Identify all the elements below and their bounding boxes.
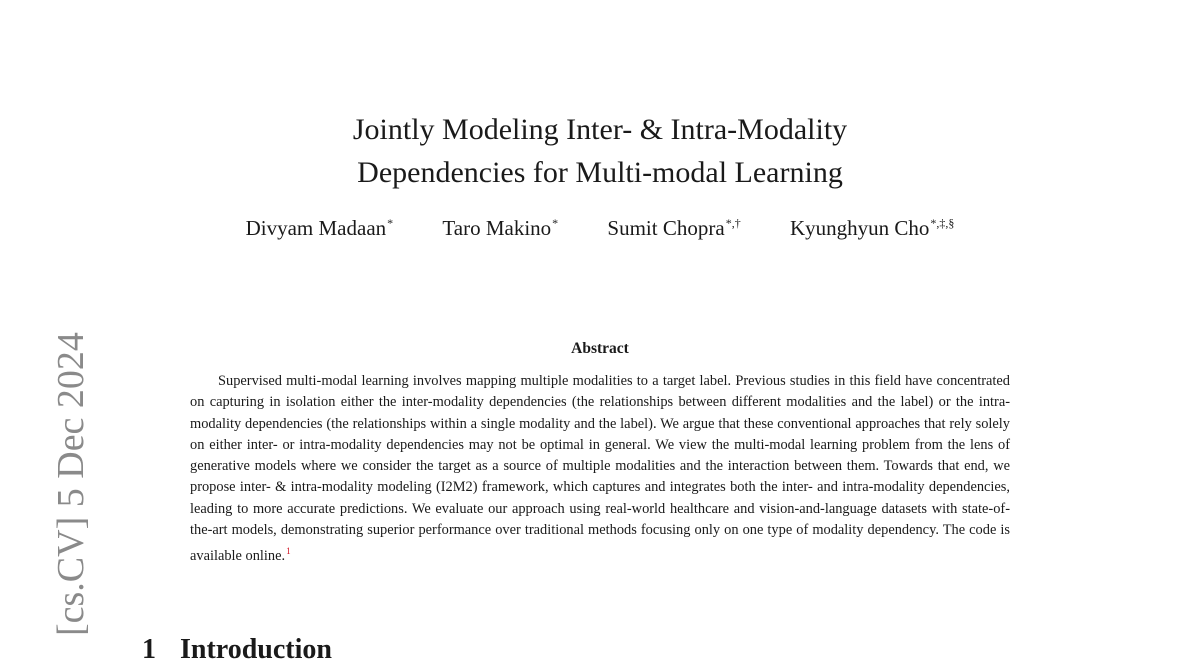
section-heading-introduction [142,636,332,664]
author-list [0,216,1200,241]
abstract-heading: Abstract [571,340,629,357]
section-title: Introduction [180,634,332,665]
abstract-body [190,371,1010,568]
title-line-2: Dependencies for Multi-modal Learning [357,156,843,189]
author-name: Taro Makino [442,216,552,240]
arxiv-identifier: [cs.CV] 5 Dec 2024 [50,332,92,636]
author-2 [442,216,558,241]
footnote-link[interactable]: 1 [286,546,291,557]
title-line-1: Jointly Modeling Inter- & Intra-Modality [352,113,848,146]
author-3 [607,216,740,241]
author-name: Divyam Madaan [245,216,387,240]
author-affiliation-marks: *,† [725,216,741,230]
author-affiliation-marks: *,‡,§ [930,216,955,230]
author-1 [246,216,394,241]
author-4 [790,216,954,241]
author-affiliation-marks: * [552,216,559,230]
author-name: Kyunghyun Cho [789,216,930,240]
paper-title [0,108,1200,194]
section-number: 1 [142,634,156,665]
author-name: Sumit Chopra [607,216,725,240]
abstract-text: Supervised multi-modal learning involves mapping multiple modalities to a target label. Previous studies in this field have concentrated on capturing in isolation either the inter-modality dependencies (the relationships between different modalities and the label) or the intra-modality dependencies (the relationships within a single modality and the label). We argue that these conventional approaches that rely solely on either inter- or intra-modality dependencies may not be optimal in general. We view the multi-modal learning problem from the lens of generative models where we consider the target as a source of multiple modalities and the interaction between them. Towards that end, we propose inter- & intra-modality modeling (I2M2) framework, which captures and integrates both the inter- and intra-modality dependencies, leading to more accurate predictions. We evaluate our approach using real-world healthcare and vision-and-language datasets with state-of-the-art models, demonstrating superior performance over traditional methods focusing only on one type of modality dependency. The code is available online. [190,373,1010,565]
author-affiliation-marks: * [387,216,394,230]
